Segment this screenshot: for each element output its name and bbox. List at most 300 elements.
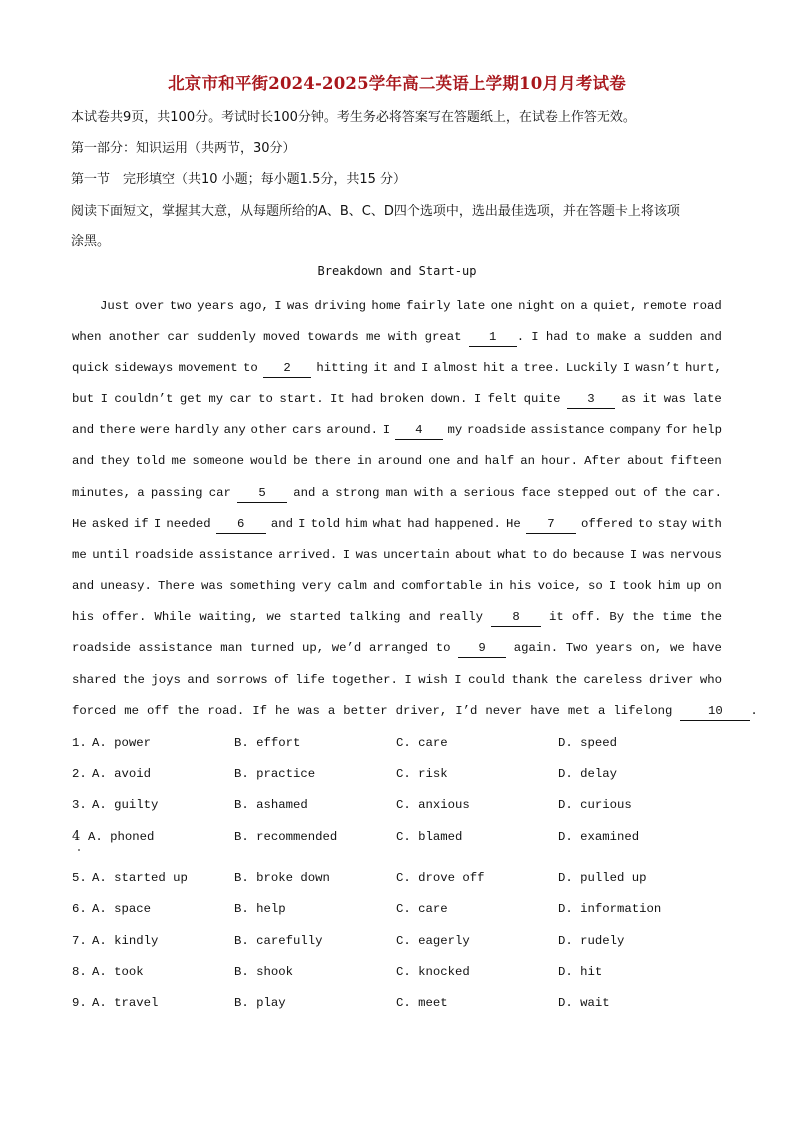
passage-word: While — [154, 610, 192, 624]
passage-word: until — [92, 548, 130, 562]
passage-word: tree. — [523, 361, 561, 375]
passage-word: and — [72, 423, 95, 437]
option-d: D. delay — [558, 767, 618, 781]
passage-word: and — [456, 454, 479, 468]
passage-word: There — [157, 579, 195, 593]
passage-word: my — [447, 423, 463, 437]
passage-word: calm — [337, 579, 367, 593]
passage-word: I — [608, 579, 617, 593]
passage-word: and — [372, 579, 396, 593]
passage-word: driver, — [395, 704, 448, 718]
passage-word: the — [632, 610, 655, 624]
passage-word: on — [707, 579, 722, 593]
passage-word: I — [100, 392, 108, 406]
passage-word: a — [327, 704, 336, 718]
passage-word: By — [609, 610, 625, 624]
passage-word: He — [506, 517, 521, 531]
passage-word: I — [420, 361, 429, 375]
passage-word: do — [552, 548, 568, 562]
passage-word: started — [289, 610, 341, 624]
passage-word: someone — [192, 454, 244, 468]
passage-word: hit — [483, 361, 506, 375]
passage-word: I — [382, 423, 391, 437]
passage-word: to — [575, 330, 590, 344]
passage-word: quiet, — [593, 299, 638, 313]
passage-word: lifelong — [613, 704, 673, 718]
option-a: A. space — [92, 902, 152, 916]
passage-word: if — [133, 517, 149, 531]
option-b: B. recommended — [234, 830, 338, 844]
passage-word: start. — [279, 392, 324, 406]
passage-word: home — [371, 299, 401, 313]
passage-word: and — [270, 517, 293, 531]
passage-word: ago, — [239, 299, 269, 313]
question-row — [72, 827, 732, 847]
passage-word: Two — [565, 641, 588, 655]
passage-word: he — [275, 704, 290, 718]
passage-word: but — [72, 392, 95, 406]
passage-word: so — [587, 579, 603, 593]
passage-word: had — [351, 392, 374, 406]
passage-word: something — [229, 579, 296, 593]
passage-word: him — [657, 579, 681, 593]
passage-word: forced — [72, 704, 117, 718]
option-c: C. blamed — [396, 830, 463, 844]
passage-word: voice, — [537, 579, 582, 593]
passage-word: a — [510, 361, 519, 375]
passage-word: talking — [348, 610, 401, 624]
passage-word: moved — [263, 330, 300, 344]
passage-word: late — [692, 392, 722, 406]
passage-word: up, — [301, 641, 325, 655]
passage-word: uncertain — [383, 548, 450, 562]
passage-word: me — [72, 548, 87, 562]
passage-word: met — [567, 704, 590, 718]
passage-word: years — [595, 641, 633, 655]
passage-word: the — [699, 610, 722, 624]
passage-word: couldn’t — [114, 392, 174, 406]
passage-word: After — [584, 454, 622, 468]
passage-word: the — [122, 673, 145, 687]
passage-word: sideways — [114, 361, 174, 375]
passage-line — [72, 420, 722, 440]
passage-word: had — [545, 330, 568, 344]
passage-word: off — [147, 704, 170, 718]
passage-word: have — [530, 704, 560, 718]
passage-word: joys — [151, 673, 181, 687]
directions-line-2: 涂黑。 — [71, 234, 111, 249]
passage-word: me — [124, 704, 140, 718]
passage-line — [72, 389, 722, 409]
passage-word: quite — [523, 392, 561, 406]
question-row — [72, 795, 732, 815]
passage-word: stay — [657, 517, 688, 531]
passage-word: Luckily — [565, 361, 618, 375]
passage-word: company — [609, 423, 661, 437]
option-c: C. meet — [396, 996, 448, 1010]
passage-word: to — [637, 517, 653, 531]
passage-word: with — [692, 517, 722, 531]
option-b: B. practice — [234, 767, 316, 781]
question-number: 9. — [72, 996, 87, 1010]
passage-word: with — [414, 486, 444, 500]
option-b: B. effort — [234, 736, 301, 750]
passage-word: time — [662, 610, 692, 624]
passage-word: I — [629, 548, 638, 562]
passage-word: really — [438, 610, 483, 624]
passage-word: and — [293, 486, 316, 500]
cloze-blank: 9 — [458, 640, 506, 658]
passage-word: minutes, — [72, 486, 132, 500]
passage-word: uneasy. — [100, 579, 152, 593]
option-b: B. play — [234, 996, 286, 1010]
passage-line — [72, 514, 722, 534]
passage-word: wish — [418, 673, 448, 687]
passage-word: roadside — [72, 641, 132, 655]
passage-word: I — [454, 673, 462, 687]
option-a: A. started up — [92, 871, 188, 885]
passage-word: very — [301, 579, 332, 593]
passage-word: up — [686, 579, 701, 593]
passage-word: a — [137, 486, 145, 500]
passage-word: and — [72, 454, 95, 468]
option-c: C. care — [396, 902, 448, 916]
passage-word: because — [572, 548, 625, 562]
option-b: B. shook — [234, 965, 294, 979]
passage-word: better — [343, 704, 388, 718]
passage-word: my — [208, 392, 224, 406]
option-a: A. avoid — [92, 767, 152, 781]
question-row — [72, 764, 732, 784]
passage-word: needed — [166, 517, 211, 531]
passage-word: we — [266, 610, 282, 624]
passage-line — [72, 358, 722, 378]
passage-word: an — [520, 454, 536, 468]
option-a: A. power — [92, 736, 152, 750]
passage-word: was — [663, 392, 686, 406]
option-a: A. took — [92, 965, 144, 979]
option-d: D. wait — [558, 996, 610, 1010]
passage-word: to — [532, 548, 548, 562]
passage-word: any — [223, 423, 246, 437]
passage-word: great — [424, 330, 462, 344]
passage-word: car — [167, 330, 190, 344]
passage-word: hurt, — [685, 361, 722, 375]
option-d: D. curious — [558, 798, 632, 812]
passage-word: what — [372, 517, 403, 531]
passage-word: I — [274, 299, 282, 313]
passage-word: get — [179, 392, 202, 406]
option-b: B. help — [234, 902, 286, 916]
passage-word: off. — [571, 610, 602, 624]
passage-word: took — [622, 579, 652, 593]
passage-word: man — [385, 486, 408, 500]
passage-line — [72, 576, 722, 596]
cloze-blank: 10 — [680, 703, 750, 721]
passage-word: one — [490, 299, 513, 313]
option-b: B. carefully — [234, 934, 323, 948]
passage-word: face — [521, 486, 551, 500]
passage-word: a — [580, 299, 588, 313]
passage-word: was — [297, 704, 320, 718]
passage-word: I — [531, 330, 539, 344]
passage-word: If — [252, 704, 267, 718]
passage-word: we’d — [331, 641, 362, 655]
passage-word: late — [455, 299, 486, 313]
passage-word: careless — [583, 673, 643, 687]
passage-word: it — [642, 392, 658, 406]
passage-word: of — [274, 673, 289, 687]
passage-word: man — [220, 641, 243, 655]
passage-word: assistance — [199, 548, 273, 562]
cloze-blank-group — [395, 420, 443, 440]
passage-word: I — [153, 517, 162, 531]
passage-word: half — [484, 454, 515, 468]
passage-word: arrived. — [278, 548, 338, 562]
passage-word: over — [134, 299, 165, 313]
option-d: D. rudely — [558, 934, 625, 948]
passage-word: offered — [581, 517, 633, 531]
passage-word: told — [310, 517, 341, 531]
passage-word: sorrows — [216, 673, 268, 687]
exam-notice: 本试卷共9页，共100分。考试时长100分钟。考生务必将答案写在答题纸上，在试卷上作答无效。 — [71, 110, 636, 125]
passage-word: the — [177, 704, 200, 718]
passage-word: I — [342, 548, 351, 562]
scan-mark — [78, 849, 80, 851]
cloze-blank-group — [237, 483, 287, 503]
option-b: B. broke down — [234, 871, 330, 885]
passage-word: me — [171, 454, 187, 468]
passage-word: and — [187, 673, 210, 687]
cloze-blank: 3 — [567, 391, 615, 409]
option-d: D. pulled up — [558, 871, 647, 885]
cloze-blank-group — [458, 638, 506, 658]
directions-line-1: 阅读下面短文，掌握其大意，从每题所给的A、B、C、D四个选项中，选出最佳选项，并在答题卡上将该项 — [71, 204, 680, 219]
passage-word: assistance — [530, 423, 605, 437]
part-heading: 第一部分：知识运用（共两节，30分） — [71, 141, 296, 156]
passage-word: I — [622, 361, 631, 375]
passage-word: when — [72, 330, 102, 344]
cloze-blank: 6 — [216, 516, 266, 534]
passage-word: and — [393, 361, 416, 375]
cloze-blank: 8 — [491, 609, 541, 627]
passage-word: who — [699, 673, 722, 687]
passage-word: quick — [72, 361, 109, 375]
passage-line — [72, 638, 722, 658]
passage-word: have — [692, 641, 722, 655]
cloze-blank-group — [216, 514, 266, 534]
section-heading: 第一节 完形填空（共10 小题；每小题1.5分，共15 分） — [71, 172, 407, 187]
option-d: D. examined — [558, 830, 640, 844]
passage-word: was — [642, 548, 665, 562]
passage-word: around — [377, 454, 423, 468]
question-row — [72, 962, 732, 982]
option-a: A. phoned — [88, 830, 155, 844]
passage-word: was — [200, 579, 224, 593]
cloze-blank: 5 — [237, 485, 287, 503]
passage-word: of — [643, 486, 658, 500]
passage-word: we — [669, 641, 685, 655]
passage-word: together. — [331, 673, 398, 687]
passage-word: arranged — [368, 641, 429, 655]
passage-word: a — [321, 486, 329, 500]
passage-word: as — [621, 392, 637, 406]
question-row — [72, 868, 732, 888]
question-row — [72, 733, 732, 753]
option-c: C. knocked — [396, 965, 470, 979]
option-c: C. anxious — [396, 798, 470, 812]
passage-word: out — [614, 486, 637, 500]
passage-word: sudden — [648, 330, 693, 344]
passage-word: one — [428, 454, 451, 468]
cloze-blank-group: 10 . — [680, 701, 757, 721]
passage-word: his — [72, 610, 95, 624]
question-row — [72, 899, 732, 919]
passage-word: on, — [640, 641, 663, 655]
passage-word: him — [345, 517, 368, 531]
passage-word: me — [365, 330, 381, 344]
passage-word: another — [108, 330, 161, 344]
passage-word: cars — [292, 423, 322, 437]
passage-word: down. — [430, 392, 468, 406]
passage-word: car. — [692, 486, 722, 500]
passage-word: had — [407, 517, 430, 531]
passage-word: He — [72, 517, 87, 531]
passage-word: almost — [433, 361, 478, 375]
passage-word: his — [509, 579, 532, 593]
passage-word: I — [404, 673, 412, 687]
passage-word: there — [313, 454, 351, 468]
option-a: A. travel — [92, 996, 159, 1010]
exam-title: 北京市和平街2024-2025学年高二英语上学期10月月考试卷 — [168, 74, 626, 93]
passage-word: other — [250, 423, 288, 437]
passage-word: a — [449, 486, 458, 500]
cloze-blank-group — [567, 389, 615, 409]
passage-word: I — [473, 392, 482, 406]
passage-word: a — [633, 330, 642, 344]
passage-word: driver — [649, 673, 694, 687]
question-number: 4 — [72, 829, 81, 844]
passage-word: roadside — [466, 423, 527, 437]
cloze-blank: 2 — [263, 360, 311, 378]
passage-word: suddenly — [196, 330, 256, 344]
passage-word: thank — [511, 673, 549, 687]
option-c: C. risk — [396, 767, 448, 781]
passage-word: car — [229, 392, 252, 406]
passage-word: what — [497, 548, 527, 562]
passage-word: it — [373, 361, 389, 375]
question-number: 6. — [72, 902, 87, 916]
passage-word: assistance — [138, 641, 213, 655]
passage-line — [72, 701, 758, 721]
passage-word: were — [140, 423, 170, 437]
passage-word: there — [98, 423, 136, 437]
passage-word: to — [242, 361, 258, 375]
passage-word: and — [408, 610, 431, 624]
passage-line — [100, 296, 722, 316]
passage-word: they — [100, 454, 130, 468]
passage-word: strong — [335, 486, 380, 500]
passage-word: car — [208, 486, 231, 500]
cloze-blank-group — [526, 514, 576, 534]
passage-word: and — [699, 330, 722, 344]
question-number: 2. — [72, 767, 87, 781]
passage-word: about — [627, 454, 665, 468]
question-number: 1. — [72, 736, 87, 750]
passage-word: was — [286, 299, 310, 313]
passage-line — [72, 607, 722, 627]
passage-word: told — [135, 454, 166, 468]
passage-word: waiting, — [199, 610, 259, 624]
passage-line — [72, 451, 722, 471]
cloze-blank-group — [491, 607, 541, 627]
option-d: D. speed — [558, 736, 618, 750]
question-row — [72, 931, 732, 951]
passage-word: passing — [150, 486, 203, 500]
passage-line — [72, 327, 722, 347]
passage-word: a — [597, 704, 606, 718]
passage-word: hardly — [174, 423, 219, 437]
passage-word: fairly — [406, 299, 451, 313]
passage-word: in — [488, 579, 504, 593]
passage-word: turned — [250, 641, 295, 655]
passage-word: remote — [642, 299, 687, 313]
passage-title: Breakdown and Start-up — [317, 264, 477, 278]
passage-word: movement — [178, 361, 238, 375]
passage-word: driving — [314, 299, 367, 313]
cloze-blank: 4 — [395, 422, 443, 440]
option-c: C. drove off — [396, 871, 485, 885]
passage-word: happened. — [434, 517, 501, 531]
passage-word: hour. — [541, 454, 579, 468]
cloze-blank-group: 1 . — [469, 327, 524, 347]
question-number: 5. — [72, 871, 87, 885]
passage-word: years — [197, 299, 235, 313]
passage-line — [72, 545, 722, 565]
passage-word: be — [293, 454, 308, 468]
passage-word: never — [485, 704, 523, 718]
passage-word: roadside — [134, 548, 194, 562]
passage-word: to — [258, 392, 273, 406]
option-c: C. eagerly — [396, 934, 470, 948]
passage-word: road. — [207, 704, 245, 718]
question-number: 7. — [72, 934, 87, 948]
passage-word: asked — [91, 517, 129, 531]
option-b: B. ashamed — [234, 798, 308, 812]
passage-word: Just — [100, 299, 130, 313]
question-number: 3. — [72, 798, 87, 812]
question-number: 8. — [72, 965, 87, 979]
passage-word: serious — [463, 486, 515, 500]
cloze-blank: 7 — [526, 516, 576, 534]
passage-word: to — [435, 641, 451, 655]
passage-word: the — [554, 673, 578, 687]
cloze-blank: 1 — [469, 329, 517, 347]
passage-word: on — [560, 299, 576, 313]
passage-word: would — [250, 454, 287, 468]
passage-word: for — [665, 423, 688, 437]
passage-word: in — [356, 454, 372, 468]
passage-word: two — [169, 299, 192, 313]
passage-line — [72, 670, 722, 690]
passage-word: around. — [326, 423, 379, 437]
passage-word: nervous — [670, 548, 722, 562]
passage-word: make — [597, 330, 627, 344]
passage-word: and — [72, 579, 95, 593]
passage-word: road — [692, 299, 722, 313]
passage-word: it — [549, 610, 564, 624]
option-d: D. information — [558, 902, 662, 916]
